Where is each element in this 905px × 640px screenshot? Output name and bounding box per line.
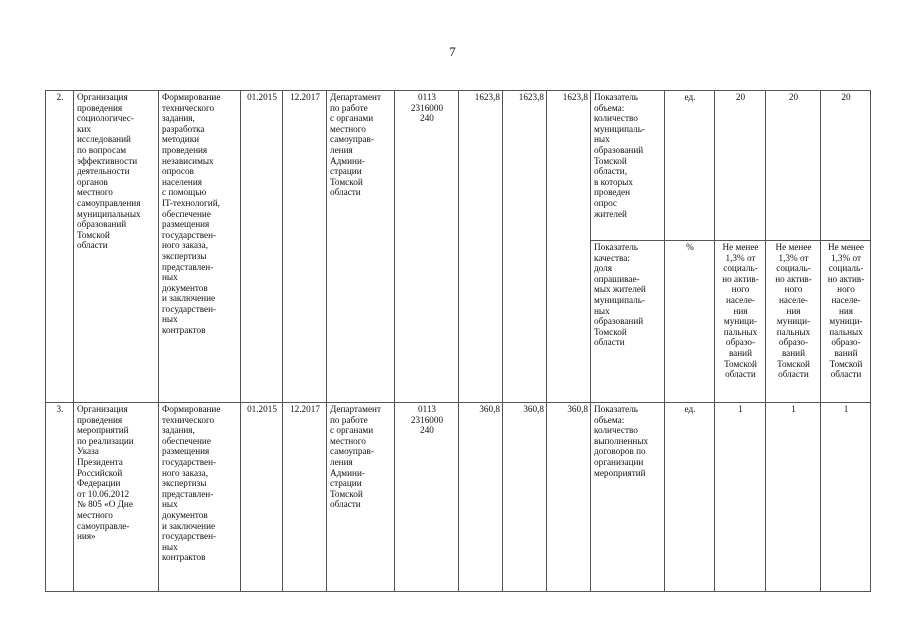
funding-year-2: 360,8 <box>503 403 547 592</box>
indicator-value-year-3: 1 <box>821 403 871 592</box>
event-name: Организация проведения мероприятий по реализации Указа Президента Российской Федерации от 10.06.2012 № 805 «О Дне местного самоуправле- ния» <box>74 403 159 592</box>
event-name: Организация проведения социологичес- ких исследований по вопросам эффективности деятельности органов местного самоуправления муниципальных образований Томской области <box>74 91 159 403</box>
indicator-value-year-3: Не менее 1,3% от социаль- но актив- ного населе- ния муници- пальных образо- ваний Томской области <box>821 241 871 403</box>
indicator-name: Показатель качества: доля опрашивае- мых жителей муниципаль- ных образований Томской области <box>591 241 665 403</box>
end-date: 12.2017 <box>283 91 327 403</box>
funding-year-1: 1623,8 <box>459 91 503 403</box>
row-number: 3. <box>46 403 74 592</box>
budget-code: 0113 2316000 240 <box>395 91 459 403</box>
funding-year-3: 360,8 <box>547 403 591 592</box>
indicator-unit: ед. <box>665 403 715 592</box>
end-date: 12.2017 <box>283 403 327 592</box>
row-number: 2. <box>46 91 74 403</box>
funding-year-3: 1623,8 <box>547 91 591 403</box>
indicator-unit: ед. <box>665 91 715 241</box>
table-row <box>46 91 871 241</box>
executor: Департамент по работе с органами местного самоуправ- ления Админи- страции Томской области <box>327 91 395 403</box>
indicator-value-year-2: Не менее 1,3% от социаль- но актив- ного населе- ния муници- пальных образо- ваний Томской области <box>766 241 821 403</box>
indicator-value-year-2: 1 <box>766 403 821 592</box>
indicator-value-year-2: 20 <box>766 91 821 241</box>
page-number: 7 <box>449 44 456 59</box>
funding-year-1: 360,8 <box>459 403 503 592</box>
indicator-name: Показатель объема: количество выполненных договоров по организации мероприятий <box>591 403 665 592</box>
start-date: 01.2015 <box>241 403 283 592</box>
funding-year-2: 1623,8 <box>503 91 547 403</box>
tasks-description: Формирование технического задания, разработка методики проведения независимых опросов населения с помощью IT-технологий, обеспечение размещения государствен- ного заказа, экспертизы представлен- ных документов и заключение государствен- ных контрактов <box>159 91 241 403</box>
table-row <box>46 403 871 592</box>
start-date: 01.2015 <box>241 91 283 403</box>
indicator-value-year-1: Не менее 1,3% от социаль- но актив- ного населе- ния муници- пальных образо- ваний Томской области <box>715 241 766 403</box>
indicator-value-year-1: 1 <box>715 403 766 592</box>
indicator-name: Показатель объема: количество муниципаль- ных образований Томской области, в которых проведен опрос жителей <box>591 91 665 241</box>
indicator-value-year-3: 20 <box>821 91 871 241</box>
executor: Департамент по работе с органами местного самоуправ- ления Админи- страции Томской области <box>327 403 395 592</box>
tasks-description: Формирование технического задания, обеспечение размещения государствен- ного заказа, экспертизы представлен- ных документов и заключение государствен- ных контрактов <box>159 403 241 592</box>
indicator-unit: % <box>665 241 715 403</box>
budget-code: 0113 2316000 240 <box>395 403 459 592</box>
activities-table <box>45 90 871 592</box>
indicator-value-year-1: 20 <box>715 91 766 241</box>
